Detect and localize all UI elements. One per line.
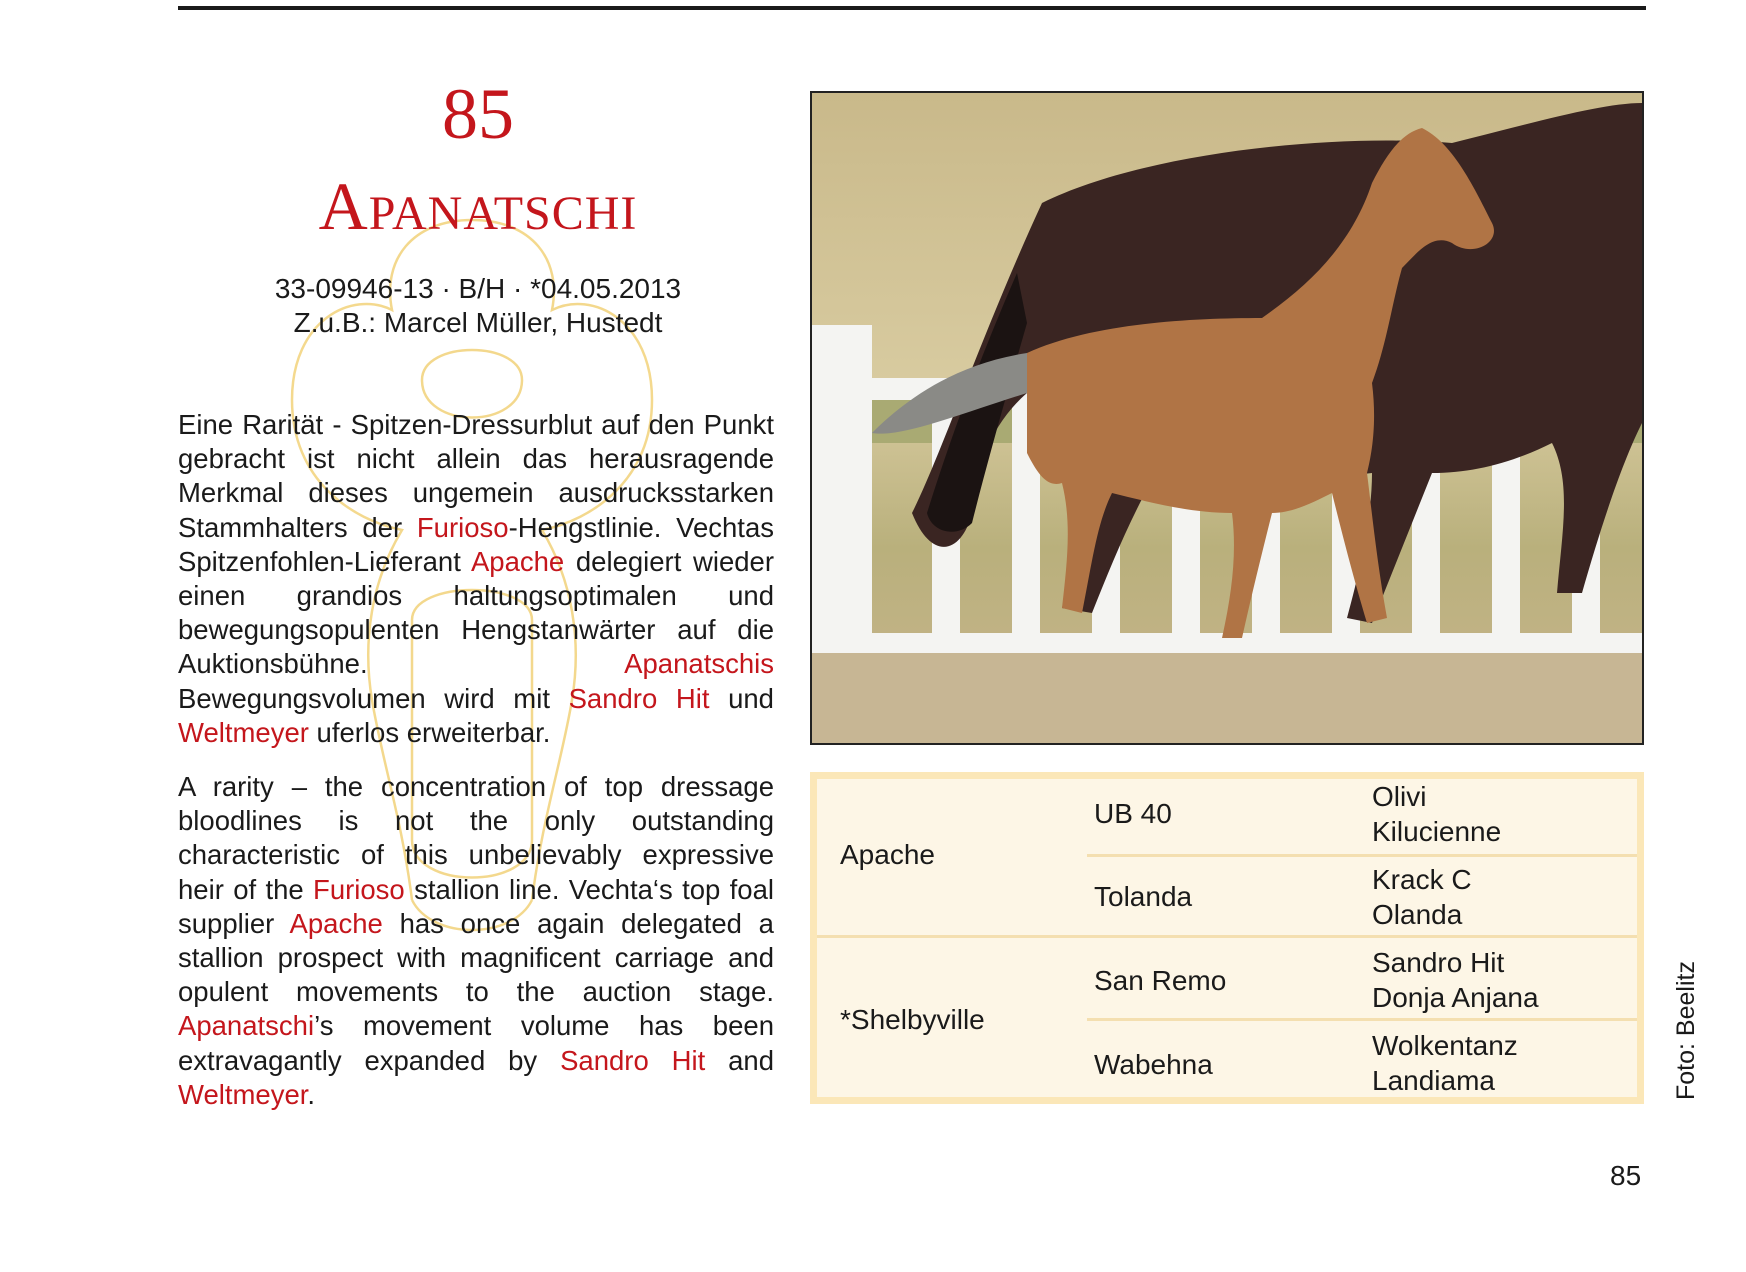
highlighted-name: Weltmeyer <box>178 1078 308 1110</box>
pedigree-gen3-5: Sandro Hit <box>1372 947 1505 978</box>
highlighted-name: Sandro Hit <box>568 682 710 714</box>
pedigree-gen3-4: Olanda <box>1372 899 1463 930</box>
text-segment: Eine Rarität - Spitzen-Dressurblut auf den Punkt gebracht ist nicht allein das herausragende Merkmal dieses ungemein ausdrucksstarken Stammhalters der <box>178 409 774 543</box>
pedigree-sire-dam: Tolanda <box>1094 881 1193 912</box>
pedigree-gen3-6: Donja Anjana <box>1372 982 1539 1013</box>
text-segment: stallion line. Vechta‘s top foal supplier <box>178 873 774 939</box>
row-divider <box>817 935 1637 938</box>
highlighted-name: Apache <box>470 545 565 577</box>
pedigree-dam-sire: San Remo <box>1094 965 1227 996</box>
text-segment: ’s movement volume has been extravagantly expanded by <box>178 1010 774 1076</box>
registration-line: 33-09946-13 · B/H · *04.05.2013 <box>274 273 682 304</box>
pedigree-dam-dam: Wabehna <box>1094 1049 1213 1080</box>
text-segment: delegiert wieder einen grandios haltungsoptimalen und bewegungsopulenten Hengstanwärter auf die Auktionsbühne. <box>178 545 775 680</box>
description-english <box>178 770 774 1112</box>
highlighted-name: Apanatschis <box>624 648 774 680</box>
pedigree-dam: *Shelbyville <box>840 1004 985 1035</box>
highlighted-name: Weltmeyer <box>178 716 309 748</box>
pedigree-sire: Apache <box>840 839 935 870</box>
row-divider <box>1087 854 1637 857</box>
text-segment: und <box>709 682 774 714</box>
photo-illustration <box>812 93 1642 743</box>
pedigree-gen3-7: Wolkentanz <box>1372 1030 1518 1061</box>
pedigree-gen3-2: Kilucienne <box>1372 816 1502 847</box>
photo-credit: Foto: Beelitz <box>1672 961 1700 1100</box>
pedigree-grid <box>817 779 1637 1097</box>
text-segment: uferlos erweiterbar. <box>308 716 551 748</box>
text-segment: . <box>307 1078 316 1110</box>
highlighted-name: Furioso <box>416 511 509 543</box>
horse-name: Apanatschi <box>318 168 638 244</box>
lot-number: 85 <box>442 74 514 154</box>
pedigree-gen3-3: Krack C <box>1372 864 1472 895</box>
highlighted-name: Apache <box>289 907 383 939</box>
highlighted-name: Sandro Hit <box>560 1044 706 1076</box>
pedigree-table <box>810 772 1644 1104</box>
pedigree-gen3-8: Landiama <box>1372 1065 1495 1096</box>
top-rule <box>178 6 1646 10</box>
description-german <box>178 408 774 750</box>
row-divider <box>1087 1018 1637 1021</box>
page-number: 85 <box>1610 1160 1642 1191</box>
horse-and-foal-photo <box>810 91 1644 745</box>
pedigree-sire-sire: UB 40 <box>1094 798 1172 829</box>
breeder-line: Z.u.B.: Marcel Müller, Hustedt <box>293 307 663 338</box>
highlighted-name: Apanatschi <box>178 1010 315 1042</box>
pedigree-gen3-1: Olivi <box>1372 781 1427 812</box>
text-segment: Bewegungsvolumen wird mit <box>178 682 569 714</box>
text-segment: has once again delegated a stallion prospect with magnificent carriage and opulent movements to the auction stage. <box>178 907 774 1008</box>
highlighted-name: Furioso <box>313 873 405 905</box>
text-segment: A rarity – the concentration of top dressage bloodlines is not the only outstanding characteristic of this unbelievably expressive heir of the <box>178 771 774 905</box>
text-segment: -Hengstlinie. Vechtas Spitzenfohlen-Lieferant <box>178 511 774 577</box>
text-segment: and <box>705 1044 774 1076</box>
